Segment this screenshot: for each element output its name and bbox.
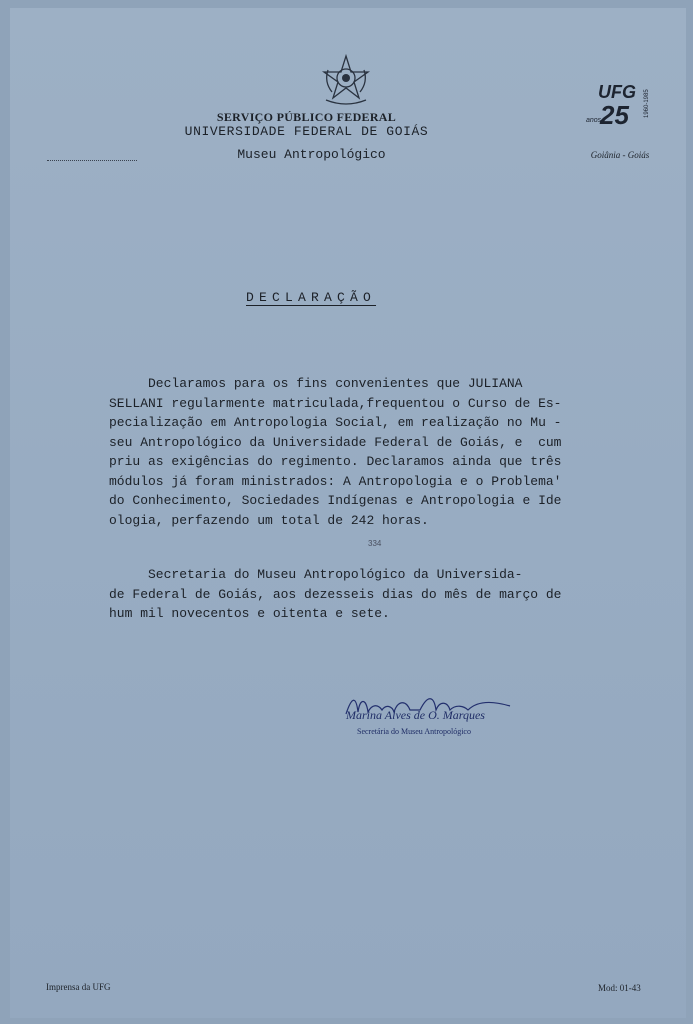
svg-text:25: 25 (600, 100, 629, 130)
text-line: do Conhecimento, Sociedades Indígenas e Antropologia e Ide (109, 493, 562, 508)
svg-text:UFG: UFG (598, 82, 636, 102)
text-line: priu as exigências do regimento. Declaramos ainda que três (109, 454, 562, 469)
paragraph-closing (109, 565, 604, 624)
handwritten-annotation: 334 (368, 539, 382, 548)
printer-credit: Imprensa da UFG (46, 982, 111, 992)
text-line: Declaramos para os fins convenientes que JULIANA (109, 376, 523, 391)
paragraph-declaration (109, 374, 604, 530)
text-line: seu Antropológico da Universidade Federal de Goiás, e cum (109, 434, 562, 450)
text-line: pecialização em Antropologia Social, em realização no Mu - (109, 415, 562, 430)
signatory-role: Secretária do Museu Antropológico (357, 727, 471, 736)
text-line: Secretaria do Museu Antropológico da Universida- (109, 567, 523, 582)
dotted-rule (47, 160, 137, 161)
signatory-name: Marina Alves de O. Marques (346, 708, 485, 722)
svg-text:anos: anos (586, 117, 602, 124)
text-line: ologia, perfazendo um total de 242 horas. (109, 512, 429, 528)
document-title: DECLARAÇÃO (246, 290, 377, 305)
text-line: hum mil novecentos e oitenta e sete. (109, 606, 390, 621)
text-line: módulos já foram ministrados: A Antropologia e o Problema' (109, 473, 562, 489)
text-line: de Federal de Goiás, aos dezesseis dias do mês de março de (109, 586, 562, 602)
city-label: Goiânia - Goiás (590, 150, 650, 160)
svg-text:1960-1985: 1960-1985 (644, 89, 650, 118)
ufg-25-anos-logo-icon (582, 78, 656, 132)
form-code: Mod: 01-43 (598, 983, 641, 993)
header-university: UNIVERSIDADE FEDERAL DE GOIÁS (184, 124, 429, 139)
header-service: SERVIÇO PÚBLICO FEDERAL (216, 110, 397, 124)
header-museum: Museu Antropológico (237, 147, 386, 162)
coat-of-arms-icon (318, 52, 374, 108)
text-line: SELLANI regularmente matriculada,frequentou o Curso de Es- (109, 395, 562, 411)
